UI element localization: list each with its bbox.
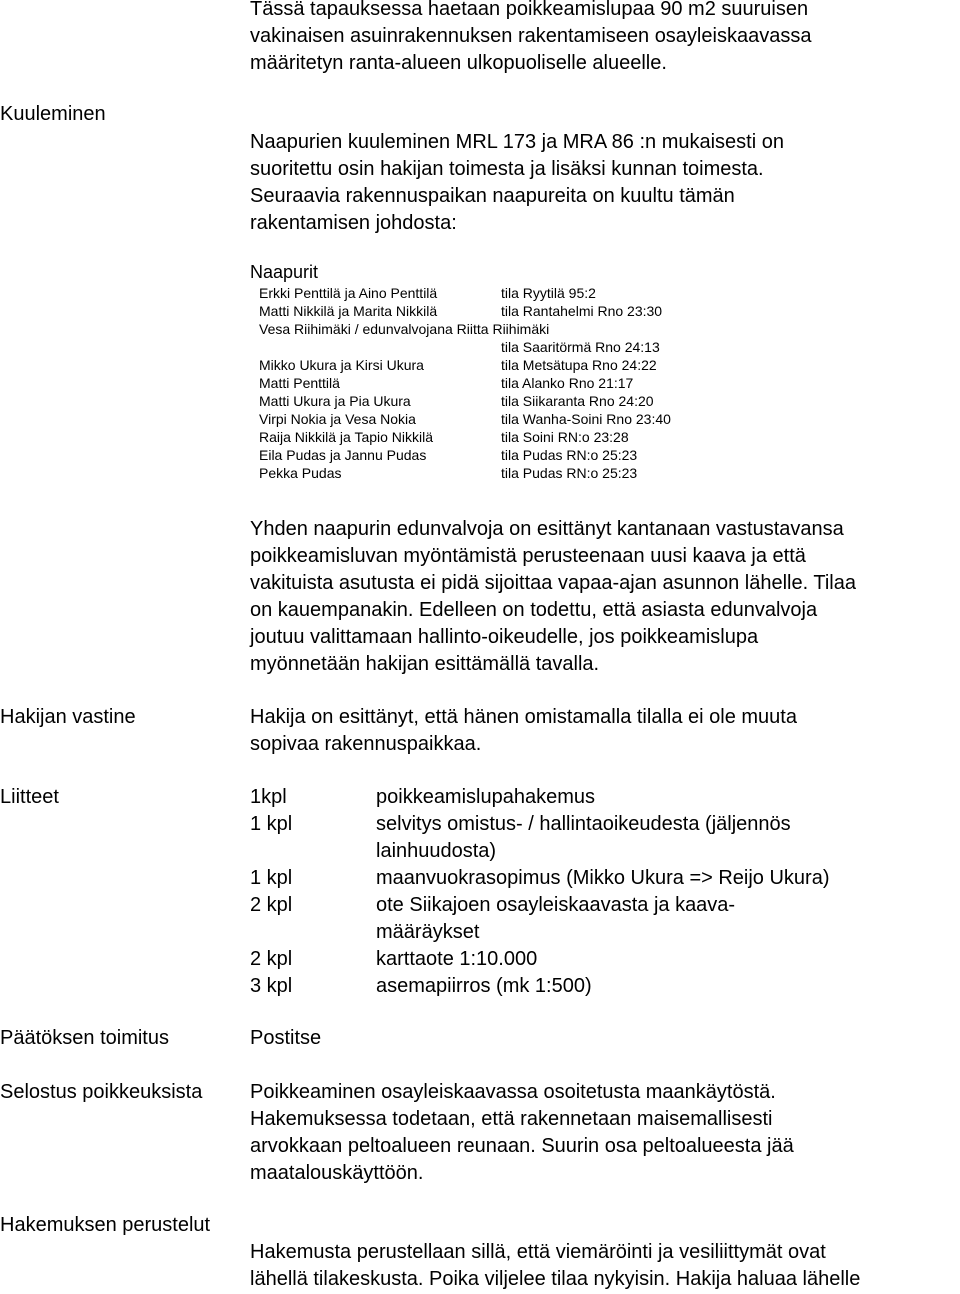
- neighbor-name: Virpi Nokia ja Vesa Nokia: [259, 411, 416, 427]
- attachment-desc: [376, 892, 830, 946]
- neighbor-property: tila Pudas RN:o 25:23: [501, 447, 638, 463]
- objection-line: on kauempanakin. Edelleen on todettu, että asiasta edunvalvoja: [250, 599, 818, 621]
- attachment-desc: [376, 973, 830, 1000]
- perustelut-line: Hakemusta perustellaan sillä, että viemäröinti ja vesiliittymät ovat: [250, 1241, 826, 1263]
- attachment-desc-line: määräykset: [376, 921, 480, 943]
- attachment-desc-line: selvitys omistus- / hallintaoikeudesta (jäljennös: [376, 813, 791, 835]
- attachment-desc-line: ote Siikajoen osayleiskaavasta ja kaava-: [376, 894, 736, 916]
- attachment-qty: 2 kpl: [250, 948, 293, 970]
- vastine-line: sopivaa rakennuspaikkaa.: [250, 733, 482, 755]
- intro-line: Tässä tapauksessa haetaan poikkeamislupaa 90 m2 suuruisen: [250, 0, 809, 20]
- neighbor-name: Raija Nikkilä ja Tapio Nikkilä: [259, 429, 434, 445]
- attachment-row: [250, 811, 830, 865]
- attachment-row: [250, 973, 830, 1000]
- kuuleminen-line: Naapurien kuuleminen MRL 173 ja MRA 86 :n mukaisesti on: [250, 131, 784, 153]
- attachment-desc: [376, 784, 830, 811]
- attachment-desc: [376, 865, 830, 892]
- attachment-qty: 2 kpl: [250, 894, 293, 916]
- perustelut-paragraph: [250, 1239, 860, 1293]
- section-label-kuuleminen: Kuuleminen: [0, 103, 106, 125]
- section-label-toimitus: Päätöksen toimitus: [0, 1027, 169, 1049]
- attachment-desc-line: maanvuokrasopimus (Mikko Ukura => Reijo Ukura): [376, 867, 830, 889]
- neighbor-property: tila Pudas RN:o 25:23: [501, 465, 638, 481]
- kuuleminen-line: rakentamisen johdosta:: [250, 212, 457, 234]
- neighbor-property: tila Wanha-Soini Rno 23:40: [501, 411, 671, 427]
- kuuleminen-line: suoritettu osin hakijan toimesta ja lisäksi kunnan toimesta.: [250, 158, 764, 180]
- intro-line: vakinaisen asuinrakennuksen rakentamiseen osayleiskaavassa: [250, 25, 812, 47]
- neighbor-property: tila Metsätupa Rno 24:22: [501, 357, 657, 373]
- objection-line: Yhden naapurin edunvalvoja on esittänyt kantanaan vastustavansa: [250, 518, 844, 540]
- neighbor-name: Erkki Penttilä ja Aino Penttilä: [259, 285, 438, 301]
- selostus-paragraph: [250, 1079, 794, 1187]
- attachment-qty: 1kpl: [250, 786, 287, 808]
- attachment-qty: 1 kpl: [250, 813, 293, 835]
- neighbor-name: Matti Ukura ja Pia Ukura: [259, 393, 411, 409]
- neighbor-name: Pekka Pudas: [259, 465, 342, 481]
- attachment-row: [250, 784, 830, 811]
- intro-line: määritetyn ranta-alueen ulkopuoliselle alueelle.: [250, 52, 667, 74]
- attachment-desc-line: lainhuudosta): [376, 840, 497, 862]
- neighbor-name: Vesa Riihimäki / edunvalvojana Riitta Riihimäki: [259, 321, 550, 337]
- neighbor-name: Matti Penttilä: [259, 375, 340, 391]
- selostus-line: Poikkeaminen osayleiskaavassa osoitetusta maankäytöstä.: [250, 1081, 776, 1103]
- selostus-line: maatalouskäyttöön.: [250, 1162, 424, 1184]
- section-label-vastine: Hakijan vastine: [0, 706, 136, 728]
- objection-line: myönnetään hakijan esittämällä tavalla.: [250, 653, 600, 675]
- attachment-qty: 1 kpl: [250, 867, 293, 889]
- kuuleminen-paragraph: [250, 129, 784, 237]
- neighbor-name: Matti Nikkilä ja Marita Nikkilä: [259, 303, 438, 319]
- neighbor-property: tila Rantahelmi Rno 23:30: [501, 303, 663, 319]
- intro-paragraph: [250, 0, 811, 77]
- neighbors-title: Naapurit: [250, 262, 319, 282]
- neighbor-property: tila Ryytilä 95:2: [501, 285, 596, 301]
- attachment-desc-line: poikkeamislupahakemus: [376, 786, 596, 808]
- attachment-desc-line: asemapiirros (mk 1:500): [376, 975, 592, 997]
- attachment-row: [250, 865, 830, 892]
- neighbor-property: tila Siikaranta Rno 24:20: [501, 393, 654, 409]
- attachment-desc: [376, 811, 830, 865]
- attachment-desc-line: karttaote 1:10.000: [376, 948, 538, 970]
- perustelut-line: lähellä tilakeskusta. Poika viljelee tilaa nykyisin. Hakija haluaa lähelle: [250, 1268, 861, 1290]
- section-label-selostus: Selostus poikkeuksista: [0, 1081, 203, 1103]
- toimitus-value: Postitse: [250, 1027, 322, 1049]
- kuuleminen-line: Seuraavia rakennuspaikan naapureita on kuultu tämän: [250, 185, 735, 207]
- attachment-desc: [376, 946, 830, 973]
- neighbor-property: tila Soini RN:o 23:28: [501, 429, 629, 445]
- attachment-qty: 3 kpl: [250, 975, 293, 997]
- attachments-list: [250, 784, 830, 1000]
- objection-line: vakituista asutusta ei pidä sijoittaa vapaa-ajan asunnon lähelle. Tilaa: [250, 572, 856, 594]
- vastine-paragraph: [250, 704, 797, 758]
- neighbor-property: tila Alanko Rno 21:17: [501, 375, 634, 391]
- selostus-line: arvokkaan peltoalueen reunaan. Suurin osa peltoalueesta jää: [250, 1135, 794, 1157]
- attachment-row: [250, 946, 830, 973]
- objection-paragraph: [250, 516, 856, 678]
- objection-line: joutuu valittamaan hallinto-oikeudelle, jos poikkeamislupa: [250, 626, 759, 648]
- selostus-line: Hakemuksessa todetaan, että rakennetaan maisemallisesti: [250, 1108, 773, 1130]
- neighbor-property: tila Saaritörmä Rno 24:13: [501, 339, 660, 355]
- neighbor-name: Mikko Ukura ja Kirsi Ukura: [259, 357, 424, 373]
- neighbor-name: Eila Pudas ja Jannu Pudas: [259, 447, 427, 463]
- section-label-liitteet: Liitteet: [0, 786, 59, 808]
- section-label-perustelut: Hakemuksen perustelut: [0, 1214, 211, 1236]
- attachment-row: [250, 892, 830, 946]
- vastine-line: Hakija on esittänyt, että hänen omistamalla tilalla ei ole muuta: [250, 706, 797, 728]
- objection-line: poikkeamisluvan myöntämistä perusteenaan uusi kaava ja että: [250, 545, 806, 567]
